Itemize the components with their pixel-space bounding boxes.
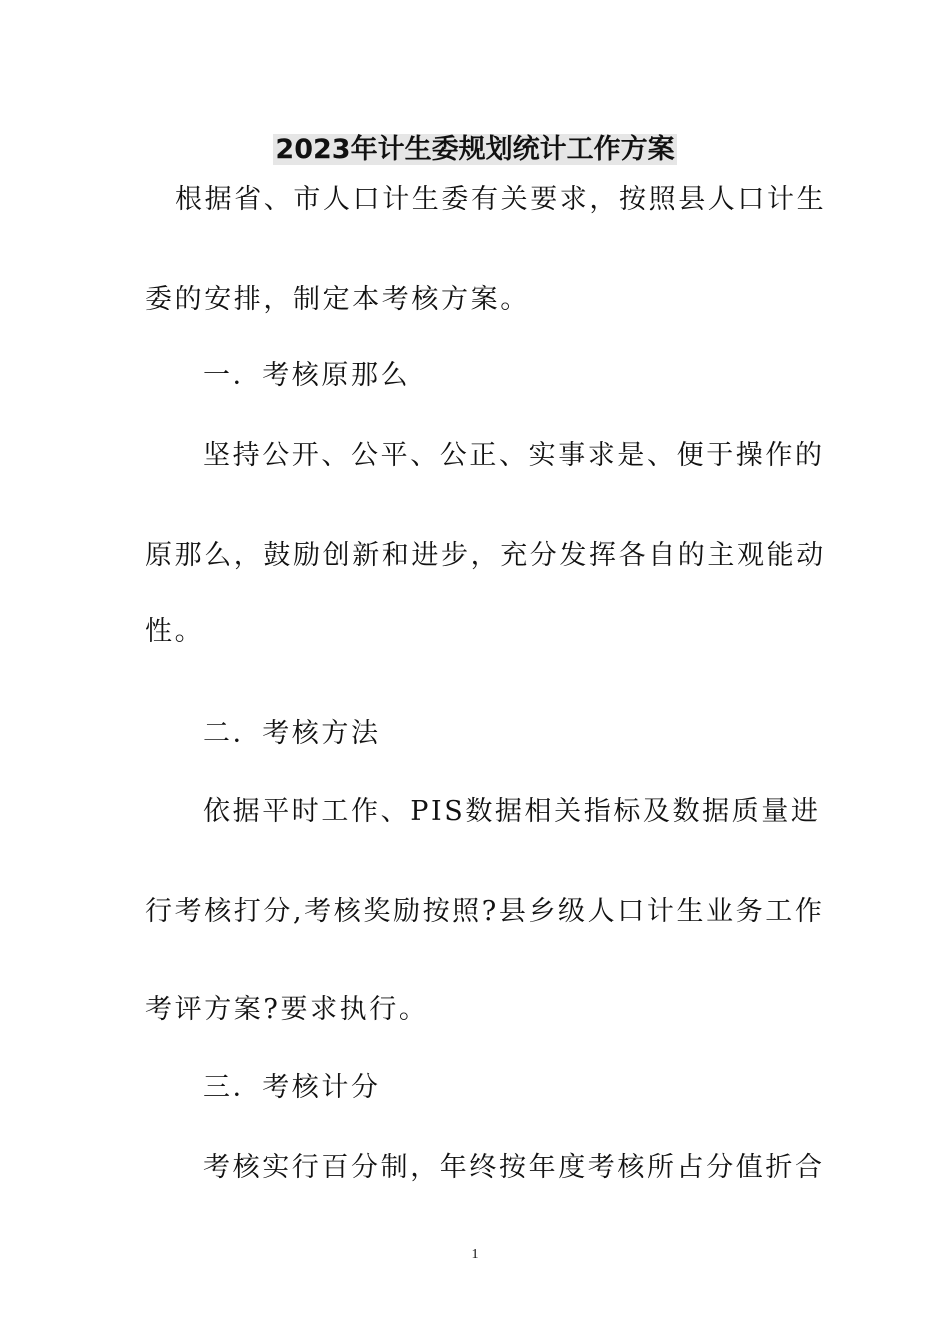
- paragraph-methods-line-2: 行考核打分,考核奖励按照?县乡级人口计生业务工作: [145, 896, 825, 927]
- paragraph-principles-line-2: 原那么，鼓励创新和进步，充分发挥各自的主观能动: [145, 540, 826, 571]
- section-heading-methods: 二．考核方法: [203, 718, 381, 749]
- paragraph-principles-line-3: 性。: [145, 616, 205, 647]
- page-number: 1: [471, 1247, 479, 1262]
- paragraph-intro-line-2: 委的安排，制定本考核方案。: [145, 284, 530, 315]
- section-heading-principles: 一．考核原那么: [203, 360, 411, 391]
- document-title: [0, 128, 950, 172]
- paragraph-intro-line-1: 根据省、市人口计生委有关要求，按照县人口计生: [175, 184, 827, 215]
- paragraph-scoring-line-1: 考核实行百分制，年终按年度考核所占分值折合: [203, 1152, 825, 1183]
- paragraph-methods-line-3: 考评方案?要求执行。: [145, 994, 429, 1025]
- paragraph-principles-line-1: 坚持公开、公平、公正、实事求是、便于操作的: [203, 440, 825, 471]
- paragraph-methods-line-1: 依据平时工作、PIS数据相关指标及数据质量进: [203, 796, 821, 827]
- document-title-text: 2023年计生委规划统计工作方案: [275, 134, 675, 165]
- section-heading-scoring: 三．考核计分: [203, 1072, 381, 1103]
